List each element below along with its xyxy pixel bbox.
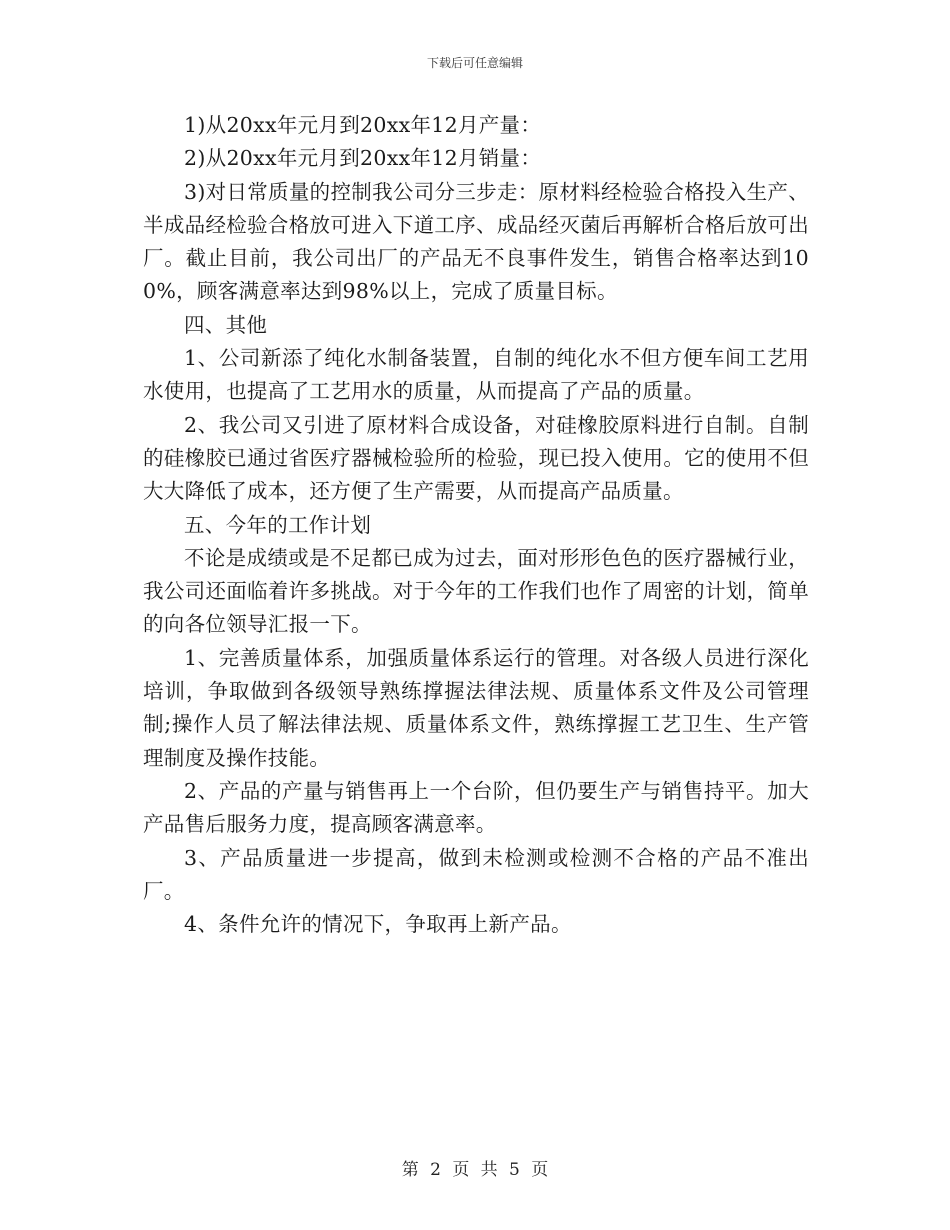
- paragraph-plan-item-3: 3、产品质量进一步提高，做到未检测或检测不合格的产品不准出厂。: [143, 845, 809, 903]
- page-number: 第 2 页 共 5 页: [401, 1160, 549, 1180]
- paragraph-plan-item-1: 1、完善质量体系，加强质量体系运行的管理。对各级人员进行深化培训，争取做到各级领导熟练撑握法律法规、质量体系文件及公司管理制;操作人员了解法律法规、质量体系文件，熟练撑握工艺卫生、生产管理制度及操作技能。: [143, 645, 809, 770]
- paragraph-plan-intro: 不论是成绩或是不足都已成为过去，面对形形色色的医疗器械行业，我公司还面临着许多挑战。对于今年的工作我们也作了周密的计划，简单的向各位领导汇报一下。: [143, 545, 809, 637]
- paragraph-plan-item-2: 2、产品的产量与销售再上一个台阶，但仍要生产与销售持平。加大产品售后服务力度，提高顾客满意率。: [143, 778, 809, 837]
- paragraph-plan-item-4: 4、条件允许的情况下，争取再上新产品。: [184, 912, 572, 937]
- document-body: [143, 109, 809, 941]
- paragraph-synthesis-equipment: 2、我公司又引进了原材料合成设备，对硅橡胶原料进行自制。自制的硅橡胶已通过省医疗器械检验所的检验，现已投入使用。它的使用不但大大降低了成本，还方便了生产需要，从而提高产品质量。: [143, 412, 809, 504]
- page-header: 下载后可任意编辑: [426, 56, 523, 70]
- section-heading-other: 四、其他: [184, 312, 268, 337]
- paragraph-quality-control: 3)对日常质量的控制我公司分三步走：原材料经检验合格投入生产、半成品经检验合格放可进入下道工序、成品经灭菌后再解析合格后放可出厂。截止目前，我公司出厂的产品无不良事件发生，销售合格率达到100%，顾客满意率达到98%以上，完成了质量目标。: [143, 179, 809, 304]
- paragraph-purified-water: 1、公司新添了纯化水制备装置，自制的纯化水不但方便车间工艺用水使用，也提高了工艺用水的质量，从而提高了产品的质量。: [143, 346, 809, 404]
- paragraph-sales-line: 2)从20xx年元月到20xx年12月销量：: [184, 146, 542, 171]
- section-heading-work-plan: 五、今年的工作计划: [184, 512, 372, 537]
- paragraph-output-line: 1)从20xx年元月到20xx年12月产量：: [184, 113, 542, 137]
